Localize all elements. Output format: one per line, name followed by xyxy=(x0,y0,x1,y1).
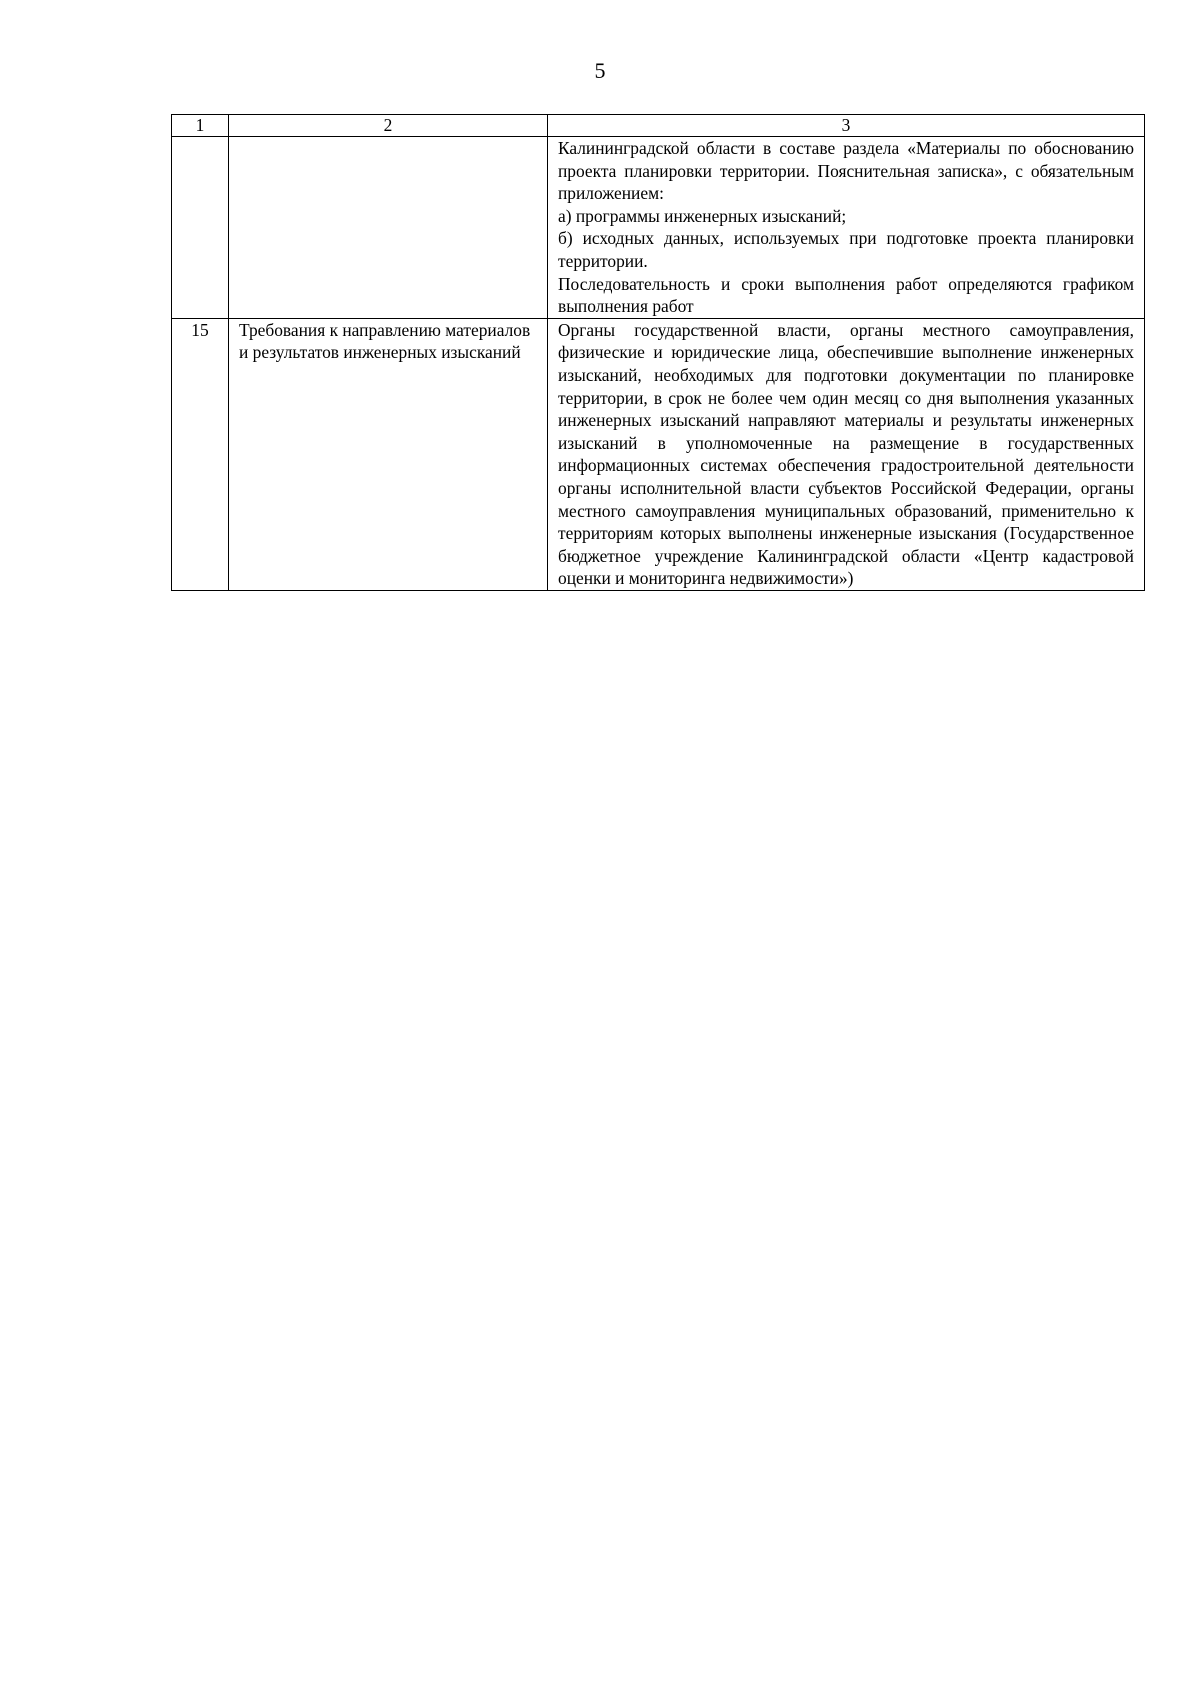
row-number: 15 xyxy=(172,318,229,590)
content-paragraph: а) программы инженерных изысканий; xyxy=(558,205,847,226)
content-paragraph: Органы государственной власти, органы местного самоуправления, физические и юридические лица, обеспечившие выполнение инженерных изысканий, необходимых для подготовки документации по планировке территории, в срок не более чем один месяц со дня выполнения указанных инженерных изысканий направляют материалы и результаты инженерных изысканий в уполномоченные на размещение в государственных информационных системах обеспечения градостроительной деятельности органы исполнительной власти субъектов Российской Федерации, органы местного самоуправления муниципальных образований, применительно к территориям которых выполнены инженерные изыскания (Государственное бюджетное учреждение Калининградской области «Центр кадастровой оценки и мониторинга недвижимости») xyxy=(558,319,1134,589)
table-row xyxy=(172,137,1145,319)
table-header-row xyxy=(172,115,1145,137)
requirement-name: Требования к направлению материалов и результатов инженерных изысканий xyxy=(229,318,548,590)
requirements-table xyxy=(171,114,1145,591)
header-cell-3: 3 xyxy=(548,115,1145,137)
header-cell-1: 1 xyxy=(172,115,229,137)
content-paragraph: Калининградской области в составе раздела «Материалы по обоснованию проекта планировки территории. Пояснительная записка», с обязательным приложением: xyxy=(558,138,1134,204)
row-number xyxy=(172,137,229,319)
requirement-name xyxy=(229,137,548,319)
header-cell-2: 2 xyxy=(229,115,548,137)
page-number: 5 xyxy=(594,58,606,83)
requirement-content xyxy=(548,137,1145,319)
table-row xyxy=(172,318,1145,590)
requirement-content xyxy=(548,318,1145,590)
content-paragraph: Последовательность и сроки выполнения работ определяются графиком выполнения работ xyxy=(558,273,1134,317)
content-paragraph: б) исходных данных, используемых при подготовке проекта планировки территории. xyxy=(558,228,1134,271)
